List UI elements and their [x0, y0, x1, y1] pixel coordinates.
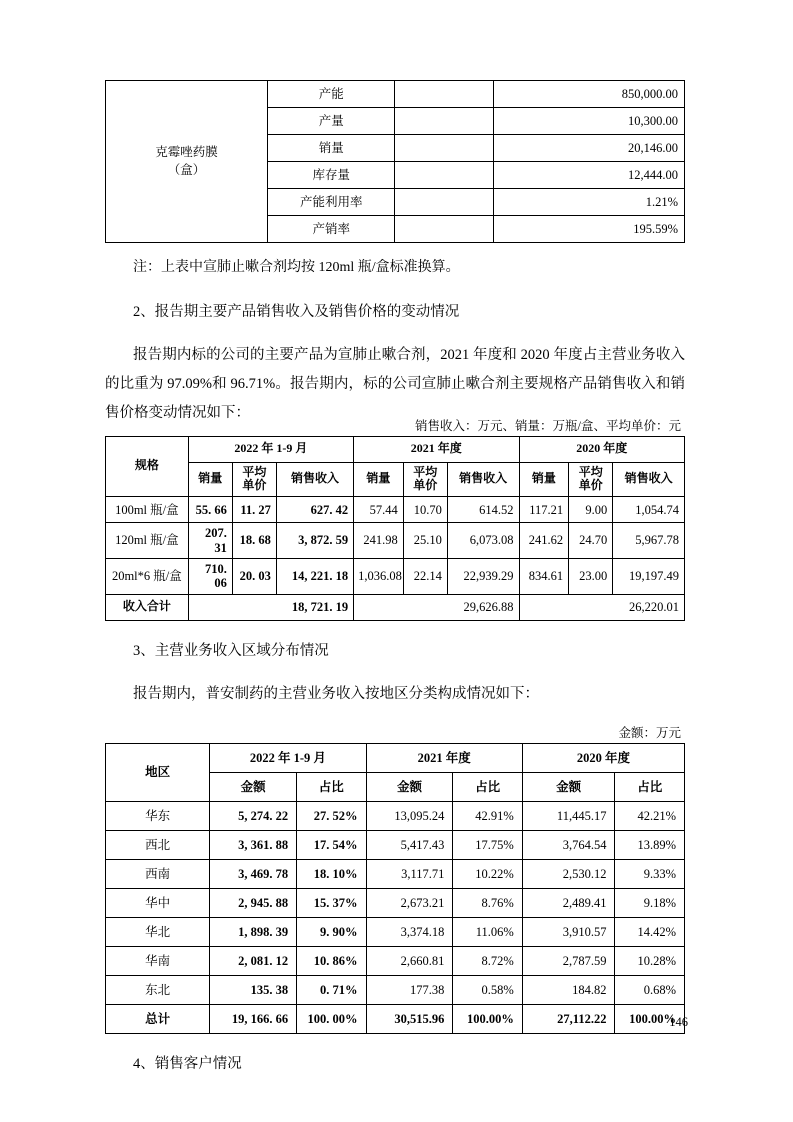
region-amount-1: 3, 469. 78 — [210, 859, 297, 888]
sales-volume: 834.61 — [519, 558, 569, 594]
sales-spec: 100ml 瓶/盒 — [106, 497, 189, 523]
table-header-row — [106, 436, 685, 462]
sales-revenue: 627. 42 — [276, 497, 353, 523]
region-total-amount-3: 27,112.22 — [522, 1004, 615, 1033]
capacity-mid — [395, 108, 493, 135]
sales-subheader-revenue: 销售收入 — [447, 462, 519, 497]
table-row — [106, 859, 685, 888]
page-content — [105, 80, 685, 1085]
sales-volume: 57.44 — [354, 497, 404, 523]
region-amount-3: 3,764.54 — [522, 830, 615, 859]
sales-subheader-revenue: 销售收入 — [613, 462, 685, 497]
region-amount-2: 5,417.43 — [366, 830, 453, 859]
region-amount-3: 11,445.17 — [522, 801, 615, 830]
region-share-2: 10.22% — [453, 859, 522, 888]
sales-subheader-volume: 销量 — [519, 462, 569, 497]
table-row — [106, 917, 685, 946]
capacity-row-header-line2: （盒） — [167, 162, 206, 177]
region-name: 东北 — [106, 975, 210, 1004]
capacity-value: 195.59% — [493, 216, 684, 243]
sales-price: 22.14 — [403, 558, 447, 594]
sales-col-spec: 规格 — [106, 436, 189, 497]
section-2-heading: 2、报告期主要产品销售收入及销售价格的变动情况 — [133, 303, 460, 320]
region-share-3: 9.33% — [615, 859, 685, 888]
capacity-label: 产量 — [268, 108, 395, 135]
capacity-mid — [395, 216, 493, 243]
region-share-2: 8.72% — [453, 946, 522, 975]
sales-unit-line-text: 销售收入：万元、销量：万瓶/盒、平均单价：元 — [415, 418, 681, 433]
sales-price: 23.00 — [569, 558, 613, 594]
section-3-paragraph: 报告期内，普安制药的主营业务收入按地区分类构成情况如下： — [133, 685, 539, 702]
sales-subheader-price: 平均单价 — [232, 462, 276, 497]
region-amount-1: 1, 898. 39 — [210, 917, 297, 946]
region-unit-line: 金额：万元 — [618, 725, 681, 740]
sales-total-2: 29,626.88 — [354, 594, 519, 620]
region-amount-1: 2, 945. 88 — [210, 888, 297, 917]
region-share-1: 18. 10% — [297, 859, 366, 888]
capacity-value: 10,300.00 — [493, 108, 684, 135]
capacity-value: 1.21% — [493, 189, 684, 216]
capacity-mid — [395, 135, 493, 162]
capacity-value: 20,146.00 — [493, 135, 684, 162]
region-table — [105, 743, 685, 1034]
region-share-2: 11.06% — [453, 917, 522, 946]
sales-price: 24.70 — [569, 523, 613, 559]
capacity-mid — [395, 189, 493, 216]
region-amount-3: 2,530.12 — [522, 859, 615, 888]
table-row — [106, 975, 685, 1004]
sales-subheader-price: 平均单价 — [569, 462, 613, 497]
table-header-row — [106, 743, 685, 772]
sales-subheader-volume: 销量 — [188, 462, 232, 497]
capacity-label: 库存量 — [268, 162, 395, 189]
sales-volume: 207. 31 — [188, 523, 232, 559]
region-period-3: 2020 年度 — [522, 743, 684, 772]
table-row — [106, 946, 685, 975]
sales-revenue: 1,054.74 — [613, 497, 685, 523]
table-row — [106, 888, 685, 917]
sales-period-3: 2020 年度 — [519, 436, 684, 462]
region-share-3: 10.28% — [615, 946, 685, 975]
capacity-table — [105, 80, 685, 243]
region-amount-2: 2,673.21 — [366, 888, 453, 917]
region-subheader-share: 占比 — [453, 772, 522, 801]
region-col-label: 地区 — [106, 743, 210, 801]
table-row — [106, 523, 685, 559]
sales-revenue: 22,939.29 — [447, 558, 519, 594]
capacity-row-header — [106, 81, 268, 243]
capacity-label: 产能 — [268, 81, 395, 108]
table-subheader-row — [106, 462, 685, 497]
region-name: 华中 — [106, 888, 210, 917]
region-share-3: 13.89% — [615, 830, 685, 859]
region-share-3: 0.68% — [615, 975, 685, 1004]
sales-total-label: 收入合计 — [106, 594, 189, 620]
table-row — [106, 801, 685, 830]
sales-spec: 120ml 瓶/盒 — [106, 523, 189, 559]
sales-volume: 117.21 — [519, 497, 569, 523]
region-amount-2: 13,095.24 — [366, 801, 453, 830]
sales-price: 25.10 — [403, 523, 447, 559]
region-subheader-share: 占比 — [297, 772, 366, 801]
sales-period-2: 2021 年度 — [354, 436, 519, 462]
sales-table — [105, 436, 685, 621]
sales-total-1: 18, 721. 19 — [188, 594, 353, 620]
sales-subheader-revenue: 销售收入 — [276, 462, 353, 497]
sales-volume: 241.98 — [354, 523, 404, 559]
region-name: 华北 — [106, 917, 210, 946]
table-row — [106, 497, 685, 523]
region-amount-1: 2, 081. 12 — [210, 946, 297, 975]
region-amount-1: 5, 274. 22 — [210, 801, 297, 830]
sales-subheader-price: 平均单价 — [403, 462, 447, 497]
section-2-paragraph: 报告期内标的公司的主要产品为宣肺止嗽合剂，2021 年度和 2020 年度占主营业务收入的比重为 97.09%和 96.71%。报告期内，标的公司宣肺止嗽合剂主要规格产品销售收入和销售价格变动情况如下： — [105, 346, 685, 421]
region-share-3: 42.21% — [615, 801, 685, 830]
sales-spec: 20ml*6 瓶/盒 — [106, 558, 189, 594]
region-amount-1: 3, 361. 88 — [210, 830, 297, 859]
sales-price: 18. 68 — [232, 523, 276, 559]
region-share-1: 15. 37% — [297, 888, 366, 917]
region-total-share-1: 100. 00% — [297, 1004, 366, 1033]
region-amount-3: 184.82 — [522, 975, 615, 1004]
region-total-amount-1: 19, 166. 66 — [210, 1004, 297, 1033]
region-amount-2: 177.38 — [366, 975, 453, 1004]
region-amount-3: 2,489.41 — [522, 888, 615, 917]
sales-revenue: 5,967.78 — [613, 523, 685, 559]
sales-revenue: 3, 872. 59 — [276, 523, 353, 559]
region-total-share-2: 100.00% — [453, 1004, 522, 1033]
sales-volume: 241.62 — [519, 523, 569, 559]
page-number: 146 — [669, 1015, 688, 1029]
region-subheader-amount: 金额 — [522, 772, 615, 801]
table-total-row — [106, 594, 685, 620]
sales-subheader-volume: 销量 — [354, 462, 404, 497]
region-total-label: 总计 — [106, 1004, 210, 1033]
region-share-1: 17. 54% — [297, 830, 366, 859]
sales-revenue: 14, 221. 18 — [276, 558, 353, 594]
sales-volume: 1,036.08 — [354, 558, 404, 594]
sales-price: 11. 27 — [232, 497, 276, 523]
sales-volume: 710. 06 — [188, 558, 232, 594]
region-share-2: 17.75% — [453, 830, 522, 859]
capacity-label: 产能利用率 — [268, 189, 395, 216]
table-total-row — [106, 1004, 685, 1033]
capacity-value: 850,000.00 — [493, 81, 684, 108]
sales-volume: 55. 66 — [188, 497, 232, 523]
sales-price: 9.00 — [569, 497, 613, 523]
section-3-heading: 3、主营业务收入区域分布情况 — [133, 642, 329, 659]
region-amount-2: 3,374.18 — [366, 917, 453, 946]
region-amount-3: 3,910.57 — [522, 917, 615, 946]
region-subheader-amount: 金额 — [366, 772, 453, 801]
region-share-3: 9.18% — [615, 888, 685, 917]
region-subheader-share: 占比 — [615, 772, 685, 801]
capacity-value: 12,444.00 — [493, 162, 684, 189]
region-name: 西南 — [106, 859, 210, 888]
sales-revenue: 19,197.49 — [613, 558, 685, 594]
region-subheader-amount: 金额 — [210, 772, 297, 801]
sales-price: 10.70 — [403, 497, 447, 523]
capacity-label: 销量 — [268, 135, 395, 162]
region-amount-2: 3,117.71 — [366, 859, 453, 888]
region-share-1: 27. 52% — [297, 801, 366, 830]
capacity-row-header-line1: 克霉唑药膜 — [155, 145, 218, 159]
region-total-share-3: 100.00% — [615, 1004, 685, 1033]
sales-total-3: 26,220.01 — [519, 594, 684, 620]
capacity-mid — [395, 162, 493, 189]
table-note: 注：上表中宣肺止嗽合剂均按 120ml 瓶/盒标准换算。 — [133, 260, 460, 275]
sales-revenue: 6,073.08 — [447, 523, 519, 559]
region-total-amount-2: 30,515.96 — [366, 1004, 453, 1033]
region-share-1: 10. 86% — [297, 946, 366, 975]
region-amount-1: 135. 38 — [210, 975, 297, 1004]
region-share-2: 8.76% — [453, 888, 522, 917]
region-name: 华南 — [106, 946, 210, 975]
region-amount-2: 2,660.81 — [366, 946, 453, 975]
region-share-3: 14.42% — [615, 917, 685, 946]
region-name: 西北 — [106, 830, 210, 859]
region-share-2: 42.91% — [453, 801, 522, 830]
capacity-label: 产销率 — [268, 216, 395, 243]
region-name: 华东 — [106, 801, 210, 830]
capacity-mid — [395, 81, 493, 108]
sales-price: 20. 03 — [232, 558, 276, 594]
table-row — [106, 558, 685, 594]
sales-revenue: 614.52 — [447, 497, 519, 523]
region-share-1: 0. 71% — [297, 975, 366, 1004]
table-row — [106, 830, 685, 859]
table-row — [106, 81, 685, 108]
region-amount-3: 2,787.59 — [522, 946, 615, 975]
region-period-2: 2021 年度 — [366, 743, 522, 772]
region-share-1: 9. 90% — [297, 917, 366, 946]
region-share-2: 0.58% — [453, 975, 522, 1004]
region-period-1: 2022 年 1-9 月 — [210, 743, 366, 772]
section-4-heading: 4、销售客户情况 — [133, 1055, 242, 1072]
sales-period-1: 2022 年 1-9 月 — [188, 436, 353, 462]
